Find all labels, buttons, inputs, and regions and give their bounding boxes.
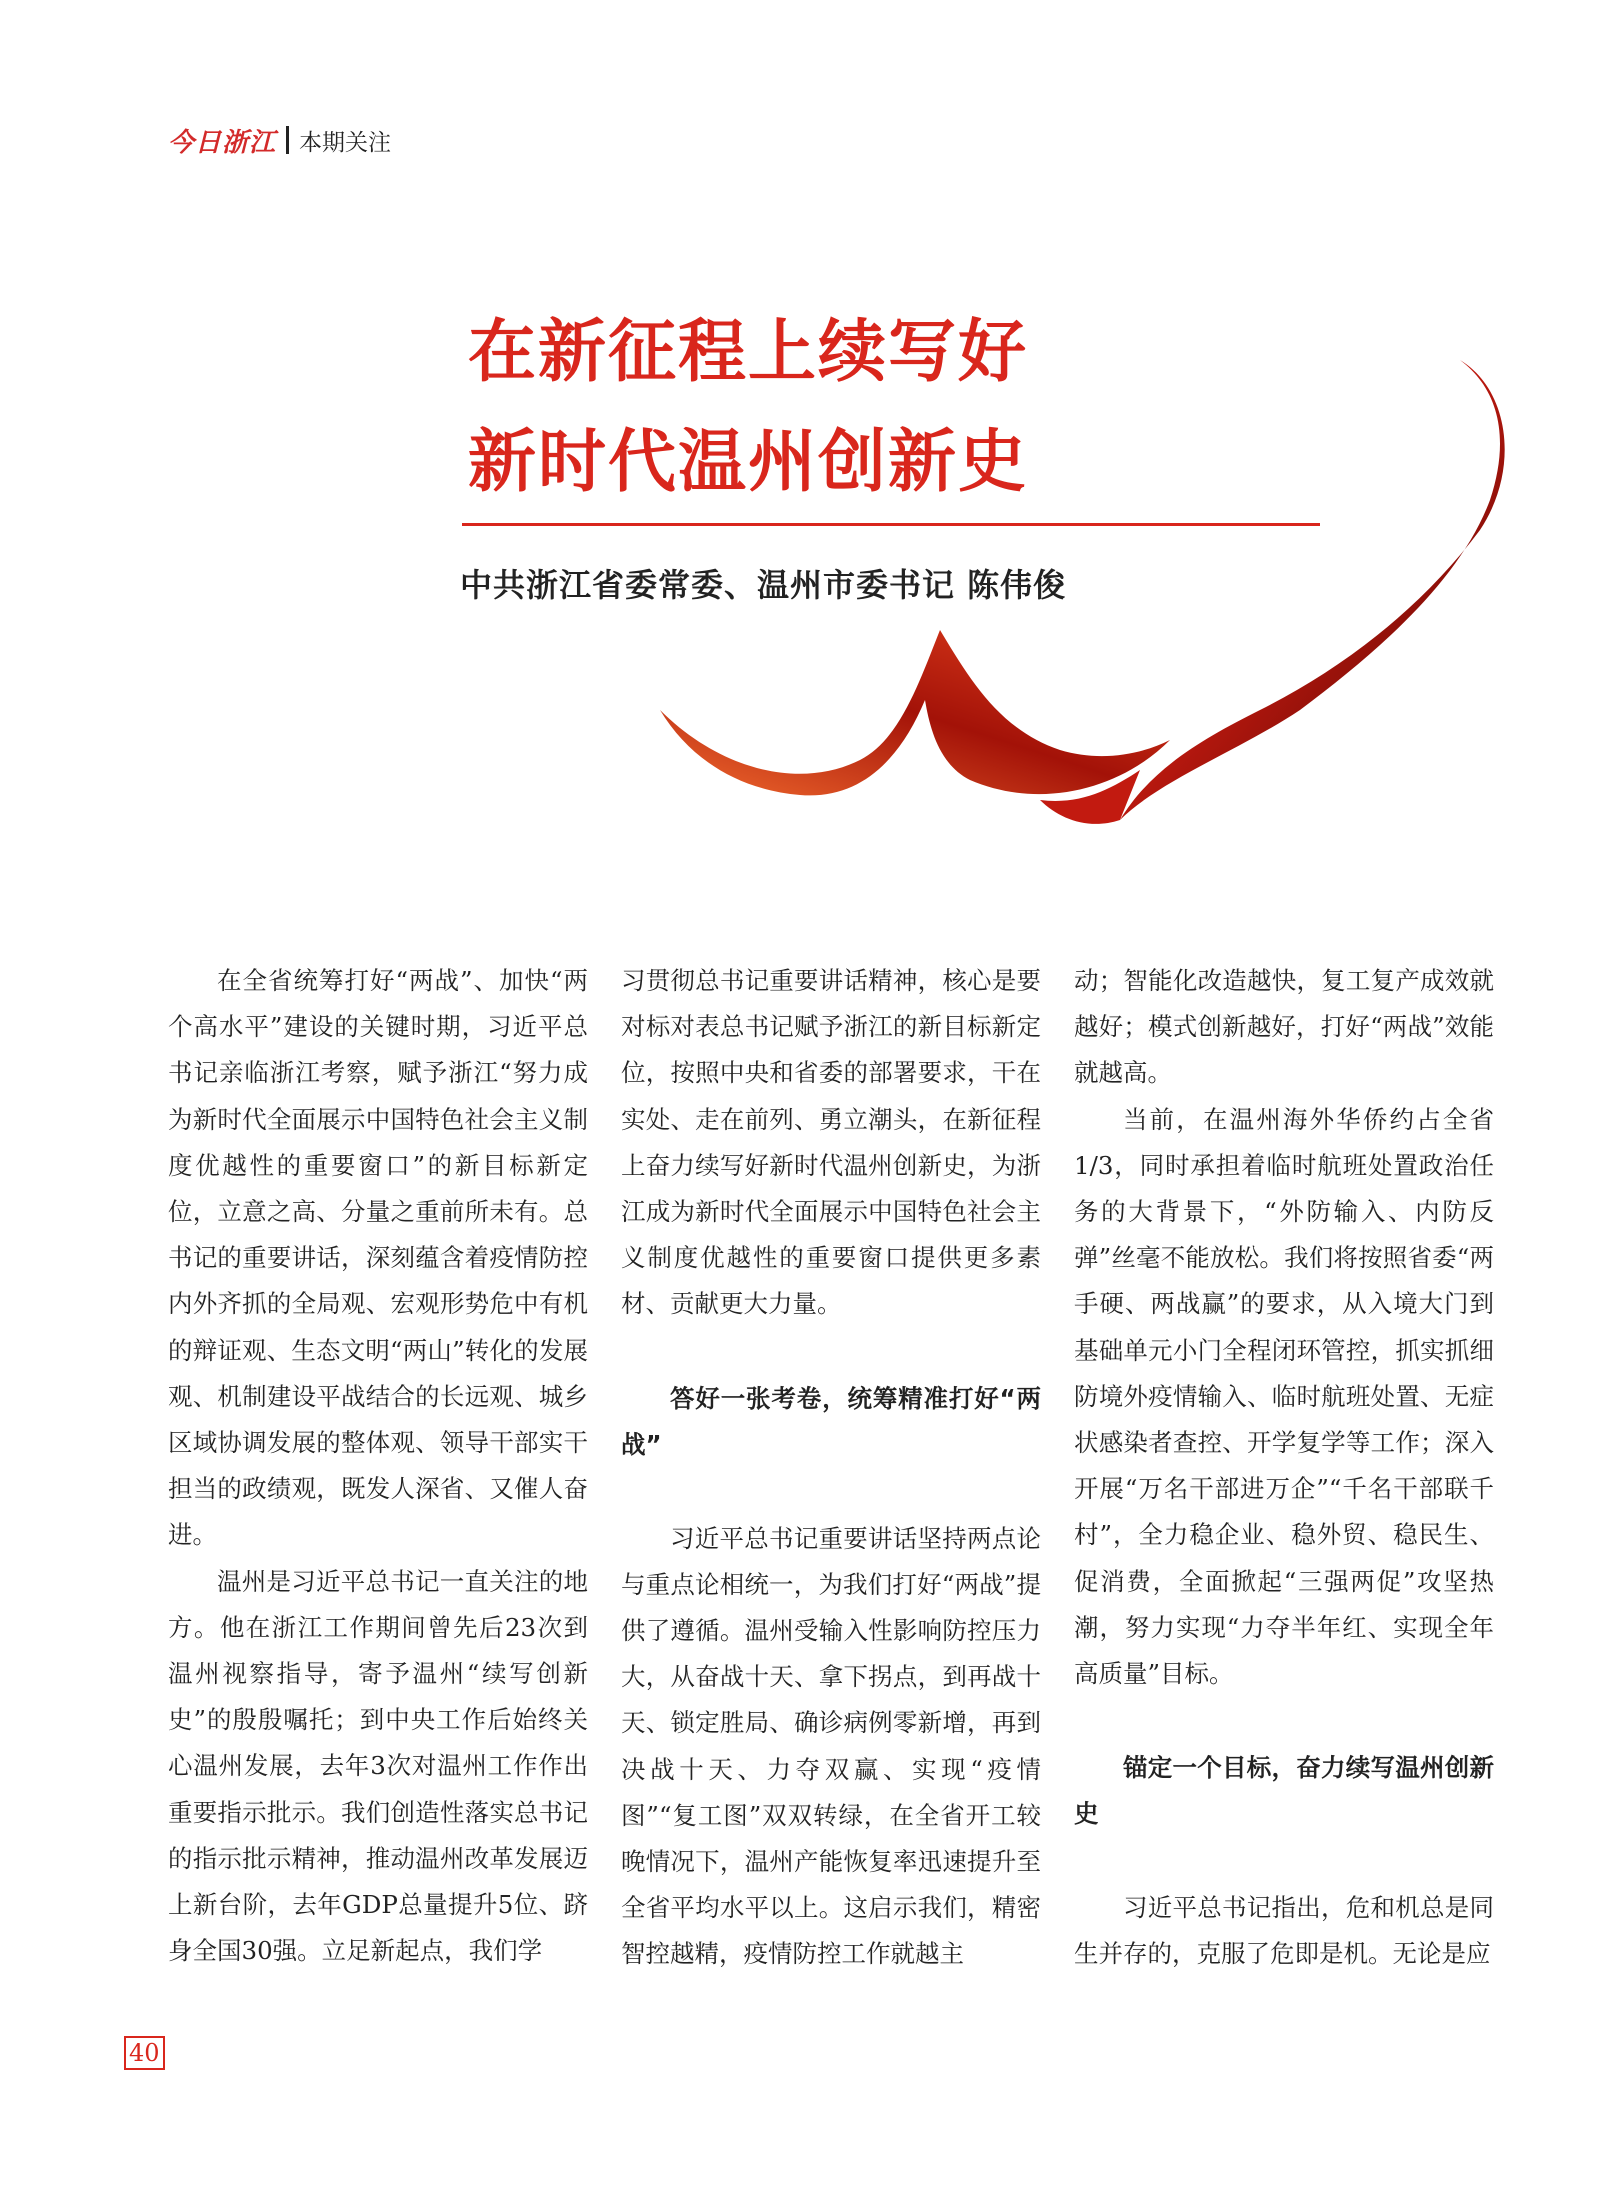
section-heading: 答好一张考卷，统筹精准打好“两战”	[621, 1383, 1041, 1459]
paragraph: 当前，在温州海外华侨约占全省1/3，同时承担着临时航班处置政治任务的大背景下，“外防输入、内防反弹”丝毫不能放松。我们将按照省委“两手硬、两战赢”的要求，从入境大门到基础单元小门全程闭环管控，抓实抓细防境外疫情输入、临时航班处置、无症状感染者查控、开学复学等工作；深入开展“万名干部进万企”“千名干部联千村”，全力稳企业、稳外贸、稳民生、促消费，全面掀起“三强两促”攻坚热潮，努力实现“力夺半年红、实现全年高质量”目标。	[1074, 1104, 1494, 1689]
magazine-header	[168, 122, 391, 158]
article-title	[468, 298, 1168, 518]
title-line-2: 新时代温州创新史	[468, 423, 1029, 502]
section-label: 本期关注	[299, 129, 392, 156]
brand-logo: 今日浙江	[168, 127, 277, 158]
paragraph: 习近平总书记重要讲话坚持两点论与重点论相统一，为我们打好“两战”提供了遵循。温州受输入性影响防控压力大，从奋战十天、拿下拐点，到再战十天、锁定胜局、确诊病例零新增，再到决战十天、力夺双赢、实现“疫情图”“复工图”双双转绿，在全省开工较晚情况下，温州产能恢复率迅速提升至全省平均水平以上。这启示我们，精密智控越精，疫情防控工作就越主	[621, 1523, 1041, 1969]
paragraph: 在全省统筹打好“两战”、加快“两个高水平”建设的关键时期，习近平总书记亲临浙江考察，赋予浙江“努力成为新时代全面展示中国特色社会主义制度优越性的重要窗口”的新目标新定位，立意之高、分量之重前所未有。总书记的重要讲话，深刻蕴含着疫情防控内外齐抓的全局观、宏观形势危中有机的辩证观、生态文明“两山”转化的发展观、机制建设平战结合的长远观、城乡区域协调发展的整体观、领导干部实干担当的政绩观，既发人深省、又催人奋进。	[168, 966, 588, 1550]
title-line-1: 在新征程上续写好	[468, 313, 1029, 392]
paragraph: 习贯彻总书记重要讲话精神，核心是要对标对表总书记赋予浙江的新目标新定位，按照中央和省委的部署要求，干在实处、走在前列、勇立潮头，在新征程上奋力续写好新时代温州创新史，为浙江成为新时代全面展示中国特色社会主义制度优越性的重要窗口提供更多素材、贡献更大力量。	[621, 966, 1041, 1319]
text-column-1	[168, 958, 588, 1974]
title-divider	[462, 523, 1320, 526]
text-column-2	[621, 958, 1041, 1978]
section-heading: 锚定一个目标，奋力续写温州创新史	[1074, 1753, 1494, 1829]
paragraph: 动；智能化改造越快，复工复产成效就越好；模式创新越好，打好“两战”效能就越高。	[1074, 966, 1494, 1088]
header-separator	[286, 126, 289, 154]
paragraph: 温州是习近平总书记一直关注的地方。他在浙江工作期间曾先后23次到温州视察指导，寄予温州“续写创新史”的殷殷嘱托；到中央工作后始终关心温州发展，去年3次对温州工作作出重要指示批示。我们创造性落实总书记的指示批示精神，推动温州改革发展迈上新台阶，去年GDP总量提升5位、跻身全国30强。立足新起点，我们学	[168, 1566, 588, 1966]
page-number: 40	[124, 2036, 165, 2070]
author-byline: 中共浙江省委常委、温州市委书记 陈伟俊	[460, 566, 1067, 604]
paragraph: 习近平总书记指出，危和机总是同生并存的，克服了危即是机。无论是应	[1074, 1893, 1494, 1969]
text-column-3	[1074, 958, 1494, 1978]
